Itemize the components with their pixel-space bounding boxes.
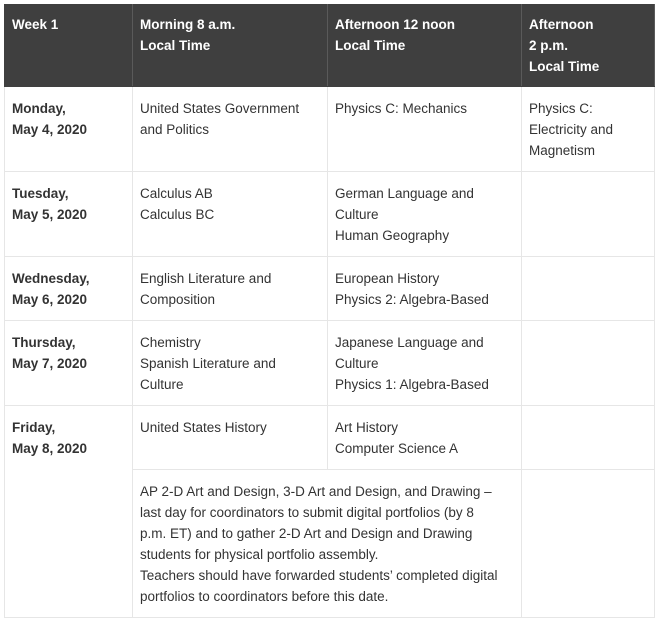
friday-note-cell: AP 2-D Art and Design, 3-D Art and Design, and Drawing – last day for coordinators to submit digital portfolios (by 8 p.m. ET) and to gather 2-D Art and Design and Drawing students for physical portfolio assembly. Teachers should have forwarded students’ completed digital portfolios to coordinators before this date.: [133, 470, 522, 618]
day-cell-tuesday: Tuesday, May 5, 2020: [5, 172, 133, 257]
header-morning: Morning 8 a.m. Local Time: [133, 5, 328, 87]
header-row: [5, 5, 655, 87]
header-noon: Afternoon 12 noon Local Time: [328, 5, 522, 87]
table-row-wednesday: [5, 257, 655, 321]
day-cell-wednesday: Wednesday, May 6, 2020: [5, 257, 133, 321]
noon-cell-monday: Physics C: Mechanics: [328, 87, 522, 172]
morning-cell-friday: United States History: [133, 406, 328, 470]
day-cell-thursday: Thursday, May 7, 2020: [5, 321, 133, 406]
noon-cell-tuesday: German Language and Culture Human Geography: [328, 172, 522, 257]
afternoon-cell-monday: Physics C: Electricity and Magnetism: [522, 87, 655, 172]
noon-cell-friday: Art History Computer Science A: [328, 406, 522, 470]
table-row-friday: [5, 406, 655, 470]
day-cell-friday: Friday, May 8, 2020: [5, 406, 133, 618]
morning-cell-thursday: Chemistry Spanish Literature and Culture: [133, 321, 328, 406]
afternoon-cell-tuesday: [522, 172, 655, 257]
table-row-thursday: [5, 321, 655, 406]
afternoon-cell-wednesday: [522, 257, 655, 321]
afternoon-cell-thursday: [522, 321, 655, 406]
header-week: Week 1: [5, 5, 133, 87]
afternoon-cell-friday: [522, 406, 655, 470]
morning-cell-wednesday: English Literature and Composition: [133, 257, 328, 321]
header-afternoon: Afternoon 2 p.m. Local Time: [522, 5, 655, 87]
morning-cell-monday: United States Government and Politics: [133, 87, 328, 172]
day-cell-monday: Monday, May 4, 2020: [5, 87, 133, 172]
table-row-monday: [5, 87, 655, 172]
noon-cell-wednesday: European History Physics 2: Algebra-Based: [328, 257, 522, 321]
exam-schedule-table: [4, 4, 655, 618]
noon-cell-thursday: Japanese Language and Culture Physics 1: Algebra-Based: [328, 321, 522, 406]
morning-cell-tuesday: Calculus AB Calculus BC: [133, 172, 328, 257]
table-row-tuesday: [5, 172, 655, 257]
friday-note-empty-cell: [522, 470, 655, 618]
